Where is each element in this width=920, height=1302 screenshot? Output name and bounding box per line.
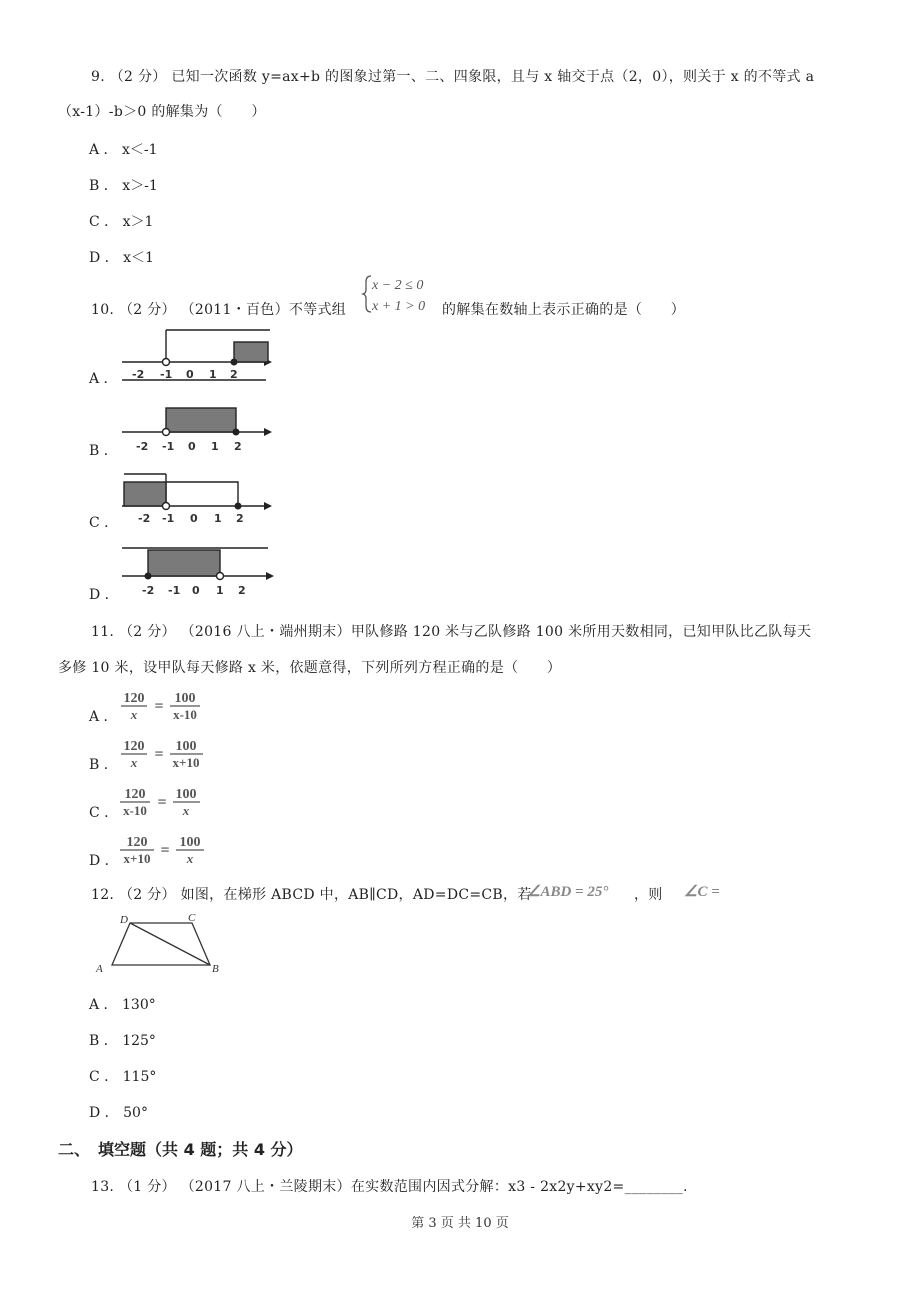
q9-stem-2: （x-1）-b＞0 的解集为（ ） <box>58 104 266 120</box>
q12-label-a: A <box>96 963 103 975</box>
svg-text:x: x <box>182 803 190 818</box>
q9-option-c[interactable]: C ． x＞1 <box>89 214 154 230</box>
svg-text:0: 0 <box>188 440 196 453</box>
q12-option-c[interactable]: C ． 115° <box>89 1069 157 1085</box>
q10-option-b[interactable]: B ． <box>89 443 118 459</box>
q12-trapezoid-figure <box>92 910 232 978</box>
q11-stem-2: 多修 10 米，设甲队每天修路 x 米，依题意得，下列所列方程正确的是（ ） <box>58 660 562 676</box>
q11-option-a-equation[interactable] <box>118 688 218 724</box>
q12-number: 12. <box>91 887 115 903</box>
svg-text:x: x <box>186 851 194 866</box>
svg-text:2: 2 <box>230 368 238 381</box>
svg-text:120: 120 <box>123 691 145 706</box>
svg-text:-1: -1 <box>162 512 175 525</box>
svg-text:120: 120 <box>123 739 145 754</box>
q10-prefix: 不等式组 <box>288 302 347 318</box>
svg-text:-1: -1 <box>162 440 175 453</box>
svg-text:=: = <box>154 746 164 763</box>
q9-number: 9. <box>91 69 105 85</box>
q12-label-d: D <box>120 914 128 926</box>
q10-suffix: 的解集在数轴上表示正确的是（ ） <box>442 302 686 318</box>
svg-text:=: = <box>157 794 167 811</box>
svg-text:x+10: x+10 <box>172 755 200 770</box>
q12-angle-abd: ∠ABD = 25° <box>527 884 609 900</box>
q13-stem: （2017 八上・兰陵期末）在实数范围内因式分解：x3 - 2x2y+xy2=________. <box>180 1179 688 1195</box>
q11-option-d-equation[interactable] <box>118 832 218 868</box>
q12-angle-c: ∠C = <box>684 884 720 900</box>
svg-text:120: 120 <box>124 787 146 802</box>
svg-text:2: 2 <box>236 512 244 525</box>
q9-option-a[interactable]: A ． x＜-1 <box>89 142 158 158</box>
svg-text:x+10: x+10 <box>123 851 151 866</box>
q10-ineq-1: x − 2 ≤ 0 <box>372 278 424 293</box>
svg-text:1: 1 <box>209 368 217 381</box>
svg-text:=: = <box>154 698 164 715</box>
svg-text:0: 0 <box>190 512 198 525</box>
svg-text:0: 0 <box>192 584 200 597</box>
q12-points: （2 分） <box>118 887 176 903</box>
q12-option-a[interactable]: A ． 130° <box>89 997 156 1013</box>
svg-text:x-10: x-10 <box>173 707 197 722</box>
q9-stem-1: 已知一次函数 y=ax+b 的图象过第一、二、四象限，且与 x 轴交于点（2，0），则关于 x 的不等式 a <box>171 69 815 85</box>
svg-text:100: 100 <box>174 691 196 706</box>
q11-line1 <box>91 621 811 641</box>
q10-number-line-c[interactable] <box>118 470 278 528</box>
q9-option-d[interactable]: D ． x＜1 <box>89 250 154 266</box>
q9-points: （2 分） <box>109 69 167 85</box>
q11-number: 11. <box>91 624 115 640</box>
q13-number: 13. <box>91 1179 115 1195</box>
q10-number: 10. <box>91 302 115 318</box>
q10-option-c[interactable]: C ． <box>89 515 119 531</box>
q12-option-d[interactable]: D ． 50° <box>89 1105 148 1121</box>
q12-label-b: B <box>212 963 219 975</box>
q9-option-b[interactable]: B ． x＞-1 <box>89 178 158 194</box>
q11-option-b[interactable]: B ． <box>89 757 118 773</box>
q10-ineq-2: x + 1 > 0 <box>372 299 426 314</box>
q11-option-b-equation[interactable] <box>118 736 218 772</box>
q11-option-c-equation[interactable] <box>118 784 218 820</box>
svg-text:-2: -2 <box>136 440 149 453</box>
svg-text:100: 100 <box>175 739 197 754</box>
q13-line <box>91 1176 688 1196</box>
svg-text:120: 120 <box>126 835 148 850</box>
q10-option-d[interactable]: D ． <box>89 587 119 603</box>
svg-text:100: 100 <box>175 787 197 802</box>
svg-text:x: x <box>130 755 138 770</box>
q10-source: （2011・百色） <box>180 302 289 318</box>
q12-option-b[interactable]: B ． 125° <box>89 1033 156 1049</box>
q13-points: （1 分） <box>118 1179 176 1195</box>
svg-text:x-10: x-10 <box>123 803 147 818</box>
q11-stem-1: （2016 八上・端州期末）甲队修路 120 米与乙队修路 100 米所用天数相同，已知甲队比乙队每天 <box>180 624 812 640</box>
svg-text:-2: -2 <box>132 368 145 381</box>
svg-text:=: = <box>160 842 170 859</box>
q10-inequality-system <box>360 272 440 316</box>
q12-label-c: C <box>188 912 196 924</box>
svg-text:1: 1 <box>211 440 219 453</box>
q10-points: （2 分） <box>118 302 176 318</box>
svg-text:-2: -2 <box>142 584 155 597</box>
q12-line <box>91 884 532 904</box>
q10-line <box>91 299 346 319</box>
svg-text:100: 100 <box>179 835 201 850</box>
q11-points: （2 分） <box>118 624 176 640</box>
svg-text:x: x <box>130 707 138 722</box>
svg-text:2: 2 <box>238 584 246 597</box>
q11-option-a[interactable]: A ． <box>89 709 118 725</box>
q10-number-line-b[interactable] <box>118 372 278 456</box>
q11-option-d[interactable]: D ． <box>89 853 119 869</box>
svg-text:-1: -1 <box>160 368 173 381</box>
q12-then: ，则 <box>634 887 663 903</box>
q9-line1 <box>91 66 814 86</box>
q12-stem: 如图，在梯形 ABCD 中，AB∥CD，AD=DC=CB，若 <box>180 887 532 903</box>
svg-text:-1: -1 <box>168 584 181 597</box>
svg-text:1: 1 <box>214 512 222 525</box>
q11-option-c[interactable]: C ． <box>89 805 119 821</box>
q10-number-line-d[interactable] <box>118 542 278 600</box>
page-footer: 第 3 页 共 10 页 <box>411 1216 509 1231</box>
svg-text:2: 2 <box>234 440 242 453</box>
svg-text:-2: -2 <box>138 512 151 525</box>
svg-text:0: 0 <box>186 368 194 381</box>
section-2-title: 二、 填空题（共 4 题；共 4 分） <box>58 1140 303 1159</box>
svg-text:1: 1 <box>216 584 224 597</box>
q10-option-a[interactable]: A ． <box>89 371 118 387</box>
